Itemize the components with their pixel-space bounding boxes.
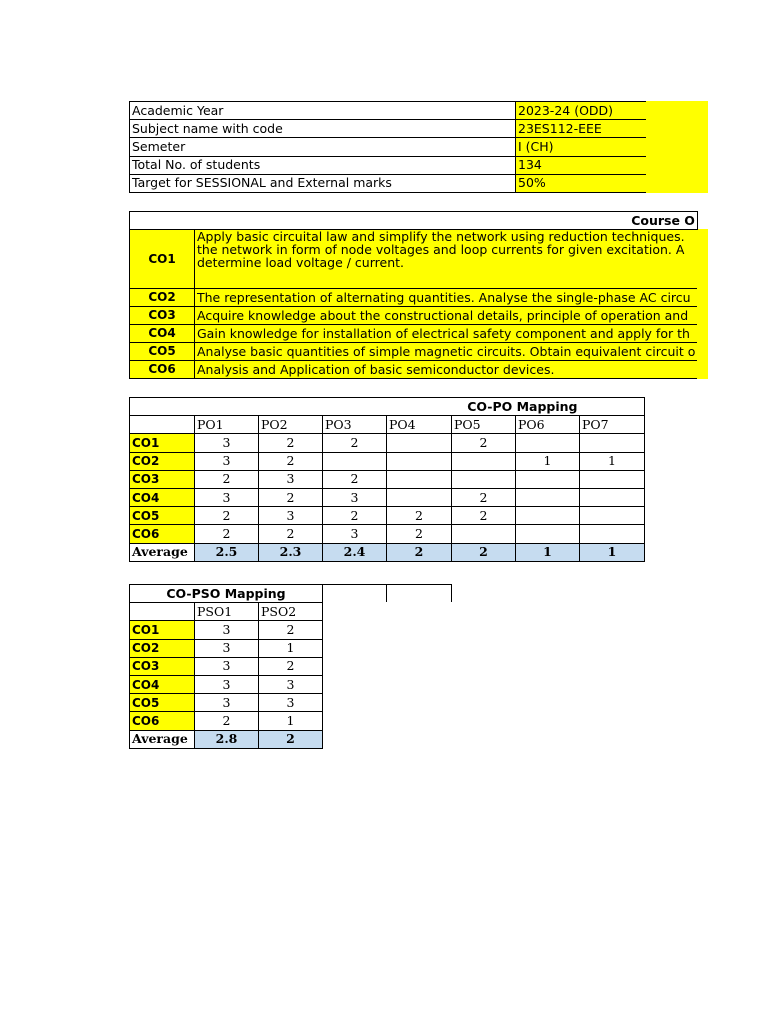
co-po-cell: 2 — [387, 525, 452, 543]
co-po-cell — [516, 525, 580, 543]
co-pso-row-label: CO4 — [130, 675, 195, 693]
course-info-table — [129, 101, 646, 193]
co-pso-cell: 3 — [259, 694, 323, 712]
info-value: 134 — [516, 156, 646, 174]
info-row — [130, 174, 646, 192]
co-pso-row — [130, 621, 323, 639]
co-po-cell — [452, 452, 516, 470]
course-outcome-code: CO3 — [130, 307, 195, 325]
co-po-cell: 2 — [323, 434, 387, 452]
co-po-cell — [452, 525, 516, 543]
co-po-average-cell: 2.5 — [195, 543, 259, 561]
co-pso-cell: 2 — [195, 712, 259, 730]
co-po-cell — [516, 434, 580, 452]
co-po-cell: 2 — [259, 434, 323, 452]
course-outcomes-body — [130, 212, 698, 379]
course-outcome-text — [195, 307, 698, 325]
co-pso-mapping-body — [130, 585, 323, 749]
co-po-row — [130, 470, 645, 488]
course-outcome-row — [130, 289, 698, 307]
info-value: 23ES112-EEE — [516, 120, 646, 138]
co-po-row — [130, 488, 645, 506]
pso-extra-divider — [451, 584, 452, 602]
course-outcome-code: CO6 — [130, 361, 195, 379]
co-po-title: CO-PO Mapping — [130, 398, 580, 416]
course-outcome-line: Gain knowledge for installation of electrical safety component and apply for th — [197, 326, 690, 341]
co-pso-cell: 3 — [195, 694, 259, 712]
co-pso-title: CO-PSO Mapping — [130, 585, 323, 603]
pso-extra-divider — [386, 584, 387, 602]
co-po-cell — [516, 470, 580, 488]
co-po-cell: 2 — [323, 507, 387, 525]
co-po-average-cell: 2.4 — [323, 543, 387, 561]
co-po-cell — [580, 488, 645, 506]
course-outcome-text — [195, 343, 698, 361]
co-po-cell: 2 — [259, 525, 323, 543]
co-pso-row — [130, 639, 323, 657]
course-outcome-row — [130, 361, 698, 379]
co-po-cell — [387, 434, 452, 452]
co-po-cell: 2 — [387, 507, 452, 525]
info-value: 50% — [516, 174, 646, 192]
info-row — [130, 138, 646, 156]
course-outcome-line: Analyse basic quantities of simple magnetic circuits. Obtain equivalent circuit o — [197, 344, 696, 359]
co-pso-row — [130, 694, 323, 712]
co-po-cell: 2 — [195, 470, 259, 488]
course-outcome-text — [195, 230, 698, 289]
info-label: Subject name with code — [130, 120, 516, 138]
course-outcome-row — [130, 325, 698, 343]
co-pso-row — [130, 657, 323, 675]
co-po-cell — [516, 488, 580, 506]
course-outcome-row — [130, 230, 698, 289]
course-outcome-spacer — [197, 269, 695, 287]
co-pso-row-label: CO1 — [130, 621, 195, 639]
co-po-cell — [580, 525, 645, 543]
co-po-average-row — [130, 543, 645, 561]
co-po-cell: 2 — [323, 470, 387, 488]
course-outcome-text — [195, 361, 698, 379]
co-po-cell: 3 — [259, 507, 323, 525]
course-outcome-row — [130, 307, 698, 325]
co-pso-average-cell: 2.8 — [195, 730, 259, 748]
course-outcome-line: determine load voltage / current. — [197, 255, 404, 270]
co-po-cell — [387, 452, 452, 470]
co-pso-cell: 3 — [195, 639, 259, 657]
co-pso-header-cell: PSO2 — [259, 603, 323, 621]
co-pso-corner — [130, 603, 195, 621]
co-po-cell: 3 — [323, 488, 387, 506]
course-outcome-line: Acquire knowledge about the constructional details, principle of operation and — [197, 308, 689, 323]
co-po-title-spacer — [580, 398, 645, 416]
course-outcome-line: Apply basic circuital law and simplify the network using reduction techniques. — [197, 229, 685, 244]
co-po-row — [130, 507, 645, 525]
co-po-cell: 3 — [259, 470, 323, 488]
co-po-cell: 2 — [195, 507, 259, 525]
co-po-average-cell: 2.3 — [259, 543, 323, 561]
co-po-cell: 2 — [195, 525, 259, 543]
co-po-header-cell: PO4 — [387, 416, 452, 434]
co-po-cell: 2 — [259, 488, 323, 506]
co-po-cell — [452, 470, 516, 488]
co-po-cell — [323, 452, 387, 470]
co-po-mapping-body — [130, 398, 645, 562]
co-pso-header-cell: PSO1 — [195, 603, 259, 621]
co-po-header-row — [130, 416, 645, 434]
co-pso-cell: 3 — [195, 621, 259, 639]
co-po-row-label: CO1 — [130, 434, 195, 452]
co-po-header-cell: PO3 — [323, 416, 387, 434]
co-po-row-label: CO4 — [130, 488, 195, 506]
course-outcome-line: The representation of alternating quantities. Analyse the single-phase AC circu — [197, 290, 691, 305]
co-po-average-cell: 1 — [580, 543, 645, 561]
co-po-cell — [580, 434, 645, 452]
co-po-cell: 2 — [452, 434, 516, 452]
info-highlight-extension — [645, 101, 708, 193]
course-outcomes-title: Course O — [130, 212, 698, 230]
co-po-cell: 2 — [259, 452, 323, 470]
info-row — [130, 156, 646, 174]
co-po-row-label: CO6 — [130, 525, 195, 543]
co-pso-cell: 2 — [259, 657, 323, 675]
co-po-header-cell: PO7 — [580, 416, 645, 434]
co-po-row — [130, 434, 645, 452]
course-outcome-row — [130, 343, 698, 361]
co-pso-row-label: CO2 — [130, 639, 195, 657]
co-po-row-label: CO3 — [130, 470, 195, 488]
info-label: Total No. of students — [130, 156, 516, 174]
info-value: I (CH) — [516, 138, 646, 156]
info-label: Semeter — [130, 138, 516, 156]
co-po-average-cell: 2 — [387, 543, 452, 561]
course-outcome-code: CO2 — [130, 289, 195, 307]
co-po-cell — [580, 470, 645, 488]
info-row — [130, 102, 646, 120]
co-pso-row — [130, 675, 323, 693]
co-po-average-label: Average — [130, 543, 195, 561]
co-pso-average-label: Average — [130, 730, 195, 748]
co-po-cell: 1 — [580, 452, 645, 470]
co-pso-mapping-table — [129, 584, 323, 749]
co-pso-row-label: CO6 — [130, 712, 195, 730]
course-outcome-code: CO5 — [130, 343, 195, 361]
info-label: Academic Year — [130, 102, 516, 120]
co-po-cell: 3 — [195, 434, 259, 452]
course-outcome-line: Analysis and Application of basic semiconductor devices. — [197, 362, 555, 377]
co-po-row-label: CO2 — [130, 452, 195, 470]
co-pso-cell: 1 — [259, 639, 323, 657]
co-po-cell: 2 — [452, 507, 516, 525]
course-info-body — [130, 102, 646, 193]
co-pso-row-label: CO3 — [130, 657, 195, 675]
co-po-row — [130, 525, 645, 543]
co-po-cell — [387, 470, 452, 488]
course-outcome-text — [195, 325, 698, 343]
co-pso-row-label: CO5 — [130, 694, 195, 712]
co-pso-header-row — [130, 603, 323, 621]
co-pso-average-cell: 2 — [259, 730, 323, 748]
co-po-cell — [516, 507, 580, 525]
co-po-header-cell: PO2 — [259, 416, 323, 434]
course-outcome-code: CO1 — [130, 230, 195, 289]
co-po-cell: 2 — [452, 488, 516, 506]
course-outcome-text — [195, 289, 698, 307]
co-po-average-cell: 1 — [516, 543, 580, 561]
co-po-header-cell: PO6 — [516, 416, 580, 434]
co-pso-cell: 3 — [259, 675, 323, 693]
co-po-mapping-table — [129, 397, 645, 562]
co-po-header-cell: PO5 — [452, 416, 516, 434]
co-po-corner — [130, 416, 195, 434]
co-pso-average-row — [130, 730, 323, 748]
info-label: Target for SESSIONAL and External marks — [130, 174, 516, 192]
co-pso-cell: 3 — [195, 657, 259, 675]
co-po-cell: 3 — [195, 452, 259, 470]
co-po-row-label: CO5 — [130, 507, 195, 525]
co-po-cell: 1 — [516, 452, 580, 470]
co-pso-row — [130, 712, 323, 730]
co-po-cell: 3 — [195, 488, 259, 506]
course-outcome-line: the network in form of node voltages and loop currents for given excitation. A — [197, 242, 685, 257]
info-row — [130, 120, 646, 138]
co-po-cell — [580, 507, 645, 525]
co-pso-cell: 1 — [259, 712, 323, 730]
course-outcome-code: CO4 — [130, 325, 195, 343]
co-po-average-cell: 2 — [452, 543, 516, 561]
co-po-cell: 3 — [323, 525, 387, 543]
course-outcomes-table — [129, 211, 698, 379]
co-pso-cell: 3 — [195, 675, 259, 693]
info-value: 2023-24 (ODD) — [516, 102, 646, 120]
co-po-cell — [387, 488, 452, 506]
co-po-row — [130, 452, 645, 470]
co-pso-cell: 2 — [259, 621, 323, 639]
co-po-header-cell: PO1 — [195, 416, 259, 434]
